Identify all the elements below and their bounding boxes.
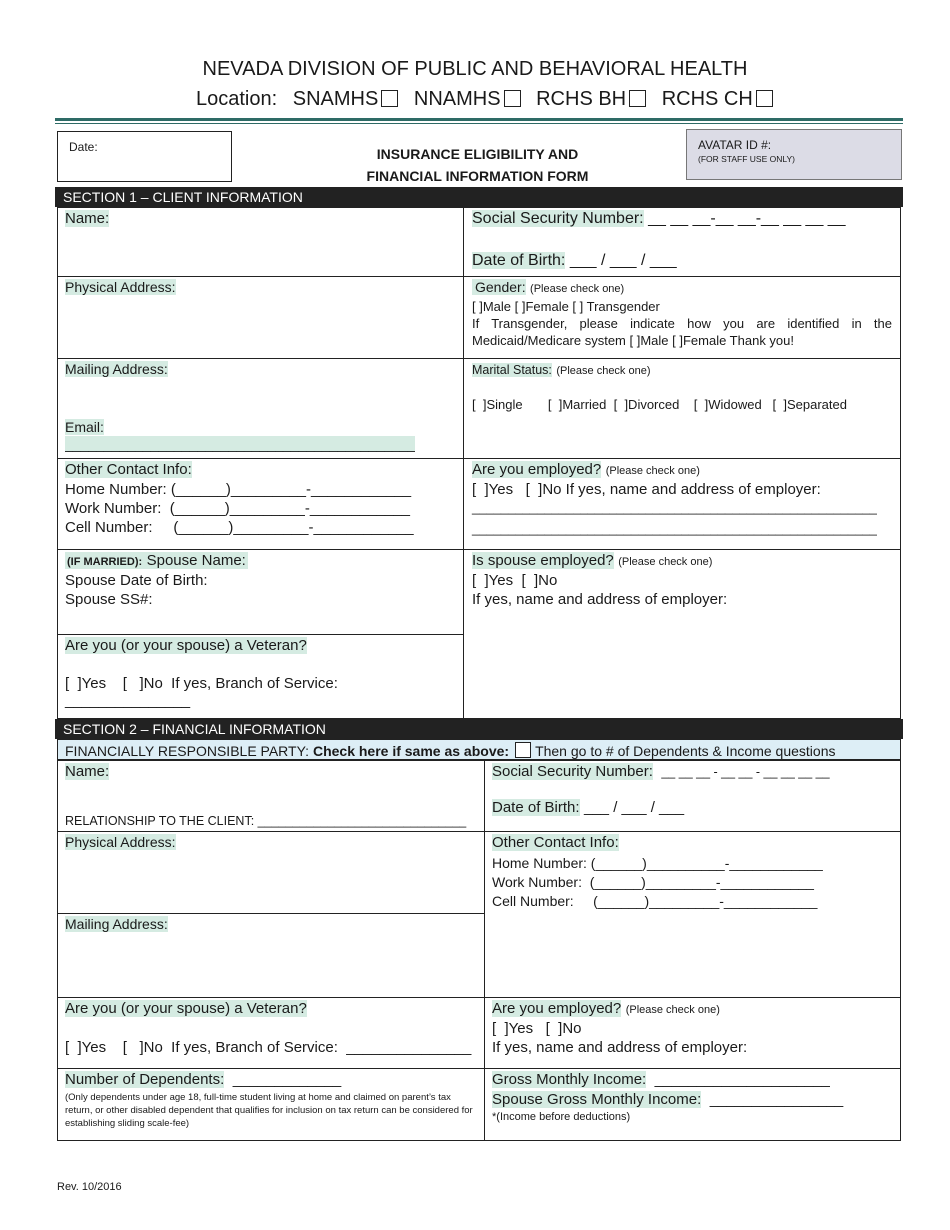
- same-as-above-label: Check here if same as above:: [312, 743, 510, 759]
- party-veteran-cell: [57, 997, 485, 1069]
- client-marital-cell: [463, 358, 901, 459]
- location-snamhs-checkbox[interactable]: [381, 90, 398, 107]
- client-contact-cell: [57, 458, 464, 550]
- party-dob-blank[interactable]: ___ / ___ / ___: [584, 799, 685, 816]
- avatar-id-label: AVATAR ID #:: [698, 138, 772, 152]
- client-name-field[interactable]: [57, 207, 464, 277]
- client-email-blank[interactable]: _____________________________________________: [65, 436, 415, 452]
- revision-label: Rev. 10/2016: [57, 1181, 122, 1193]
- client-employed-options[interactable]: [ ]Yes [ ]No If yes, name and address of employer:: [472, 481, 821, 498]
- client-veteran-cell: [57, 634, 464, 719]
- location-nnamhs-label: NNAMHS: [413, 88, 501, 110]
- transgender-text-1: If Transgender, please indicate how you are identified in the: [472, 316, 892, 331]
- income-cell: [484, 1068, 901, 1141]
- party-ssn-label: Social Security Number:: [492, 763, 653, 780]
- client-ssn-blank[interactable]: __ __ __-__ __-__ __ __ __: [648, 210, 846, 227]
- spouse-employed-label: Is spouse employed?: [472, 552, 614, 569]
- same-as-above-checkbox[interactable]: [515, 742, 531, 758]
- dependents-blank[interactable]: _____________: [232, 1071, 342, 1088]
- dependents-note: (Only dependents under age 18, full-time student living at home and claimed on parent’s tax return, or other disabled dependent that qualifies for inclusion on tax return can be considered for establishing sliding scale-fee): [65, 1092, 473, 1129]
- party-mailing-address-field[interactable]: [57, 913, 485, 998]
- form-title-line-1: INSURANCE ELIGIBILITY AND: [376, 146, 579, 162]
- client-employed-note: (Please check one): [605, 465, 700, 477]
- spouse-employer-label[interactable]: If yes, name and address of employer:: [472, 591, 728, 608]
- spouse-income-blank[interactable]: ________________: [709, 1091, 844, 1108]
- spouse-employment-cell: [463, 549, 901, 719]
- financially-responsible-bar: [57, 739, 901, 760]
- spouse-name-label: Spouse Name:: [146, 552, 246, 569]
- client-ssn-dob-cell[interactable]: [463, 207, 901, 277]
- client-veteran-branch-blank[interactable]: _______________: [65, 692, 191, 709]
- party-employed-note: (Please check one): [625, 1004, 720, 1016]
- location-snamhs-label: SNAMHS: [292, 88, 379, 110]
- client-home-number[interactable]: Home Number: (______)_________-____________: [65, 481, 412, 498]
- location-line: [196, 88, 773, 111]
- party-ssn-blank[interactable]: __ __ __ - __ __ - __ __ __ __: [661, 765, 830, 779]
- location-rchs-bh-checkbox[interactable]: [629, 90, 646, 107]
- income-note: *(Income before deductions): [492, 1111, 631, 1123]
- client-dob-blank[interactable]: ___ / ___ / ___: [569, 252, 677, 269]
- section2-header: SECTION 2 – FINANCIAL INFORMATION: [55, 719, 903, 739]
- party-employer-label[interactable]: If yes, name and address of employer:: [492, 1039, 748, 1056]
- party-dob-label: Date of Birth:: [492, 799, 580, 816]
- spouse-info-cell: [57, 549, 464, 635]
- client-employed-label: Are you employed?: [472, 461, 602, 478]
- section1-header: SECTION 1 – CLIENT INFORMATION: [55, 187, 903, 207]
- spouse-income-label: Spouse Gross Monthly Income:: [492, 1091, 702, 1108]
- party-ssn-dob-cell: [484, 760, 901, 832]
- date-field[interactable]: [57, 131, 232, 182]
- party-veteran-label: Are you (or your spouse) a Veteran?: [65, 1000, 307, 1017]
- party-mailing-address-label: Mailing Address:: [65, 916, 168, 932]
- gender-note: (Please check one): [530, 283, 625, 295]
- relationship-blank[interactable]: ______________________________: [257, 814, 467, 828]
- party-other-contact-label: Other Contact Info:: [492, 834, 619, 851]
- client-veteran-options[interactable]: [ ]Yes [ ]No If yes, Branch of Service:: [65, 675, 338, 692]
- client-mailing-address-field[interactable]: [57, 358, 464, 459]
- gross-income-label: Gross Monthly Income:: [492, 1071, 647, 1088]
- party-work-number[interactable]: Work Number: (______)_________-____________: [492, 874, 814, 890]
- header-rule-thin: [55, 123, 903, 124]
- dependents-label: Number of Dependents:: [65, 1071, 225, 1088]
- spouse-employed-note: (Please check one): [618, 556, 713, 568]
- gross-income-blank[interactable]: _____________________: [654, 1071, 830, 1088]
- party-name-label: Name:: [65, 763, 110, 780]
- party-physical-address-label: Physical Address:: [65, 834, 176, 850]
- spouse-ss-label[interactable]: Spouse SS#:: [65, 591, 153, 608]
- spouse-dob-label[interactable]: Spouse Date of Birth:: [65, 572, 208, 589]
- client-veteran-label: Are you (or your spouse) a Veteran?: [65, 637, 307, 654]
- avatar-id-note: (FOR STAFF USE ONLY): [698, 154, 795, 164]
- client-dob-label: Date of Birth:: [472, 252, 566, 269]
- client-work-number[interactable]: Work Number: (______)_________-____________: [65, 500, 410, 517]
- form-title: [300, 143, 655, 187]
- gender-options[interactable]: [ ]Male [ ]Female [ ] Transgender: [472, 299, 660, 314]
- party-physical-address-field[interactable]: [57, 831, 485, 914]
- party-veteran-options[interactable]: [ ]Yes [ ]No If yes, Branch of Service: _______________: [65, 1039, 472, 1056]
- client-employer-line-1[interactable]: ________________________________________________________: [472, 500, 877, 515]
- relationship-label: RELATIONSHIP TO THE CLIENT:: [65, 814, 255, 828]
- marital-note: (Please check one): [556, 365, 651, 377]
- party-employed-label: Are you employed?: [492, 1000, 622, 1017]
- spouse-employed-options[interactable]: [ ]Yes [ ]No: [472, 572, 558, 589]
- client-name-label: Name:: [65, 210, 110, 227]
- client-employment-cell: [463, 458, 901, 550]
- client-ssn-label: Social Security Number:: [472, 210, 644, 227]
- transgender-text-2[interactable]: Medicaid/Medicare system [ ]Male [ ]Female Thank you!: [472, 333, 794, 348]
- party-name-cell[interactable]: [57, 760, 485, 832]
- client-gender-cell: [463, 276, 901, 359]
- form-title-line-2: FINANCIAL INFORMATION FORM: [366, 168, 589, 184]
- client-other-contact-label: Other Contact Info:: [65, 461, 192, 478]
- agency-title: NEVADA DIVISION OF PUBLIC AND BEHAVIORAL HEALTH: [202, 58, 748, 80]
- responsible-party-label: FINANCIALLY RESPONSIBLE PARTY:: [65, 743, 310, 759]
- location-rchs-ch-label: RCHS CH: [661, 88, 753, 110]
- marital-label: Marital Status:: [472, 363, 552, 377]
- client-physical-address-field[interactable]: [57, 276, 464, 359]
- date-label: Date:: [69, 140, 98, 154]
- client-email-label: Email:: [65, 419, 104, 435]
- client-cell-number[interactable]: Cell Number: (______)_________-____________: [65, 519, 414, 536]
- party-home-number[interactable]: Home Number: (______)__________-____________: [492, 855, 823, 871]
- location-label: Location:: [196, 88, 278, 110]
- header-rule: [55, 118, 903, 121]
- marital-options[interactable]: [ ]Single [ ]Married [ ]Divorced [ ]Widowed [ ]Separated: [472, 397, 847, 412]
- dependents-cell: [57, 1068, 485, 1141]
- client-physical-address-label: Physical Address:: [65, 279, 176, 295]
- location-rchs-ch-checkbox[interactable]: [756, 90, 773, 107]
- then-go-text: Then go to # of Dependents & Income questions: [535, 743, 836, 759]
- party-contact-cell: [484, 831, 901, 998]
- party-employed-options[interactable]: [ ]Yes [ ]No: [492, 1020, 582, 1037]
- party-cell-number[interactable]: Cell Number: (______)_________-____________: [492, 893, 818, 909]
- if-married-label: (IF MARRIED):: [67, 556, 143, 568]
- party-employment-cell: [484, 997, 901, 1069]
- avatar-id-field[interactable]: [686, 129, 902, 180]
- location-rchs-bh-label: RCHS BH: [536, 88, 627, 110]
- gender-label: Gender:: [472, 279, 526, 295]
- client-mailing-address-label: Mailing Address:: [65, 361, 168, 377]
- client-employer-line-2[interactable]: ________________________________________________________: [472, 521, 877, 536]
- location-nnamhs-checkbox[interactable]: [504, 90, 521, 107]
